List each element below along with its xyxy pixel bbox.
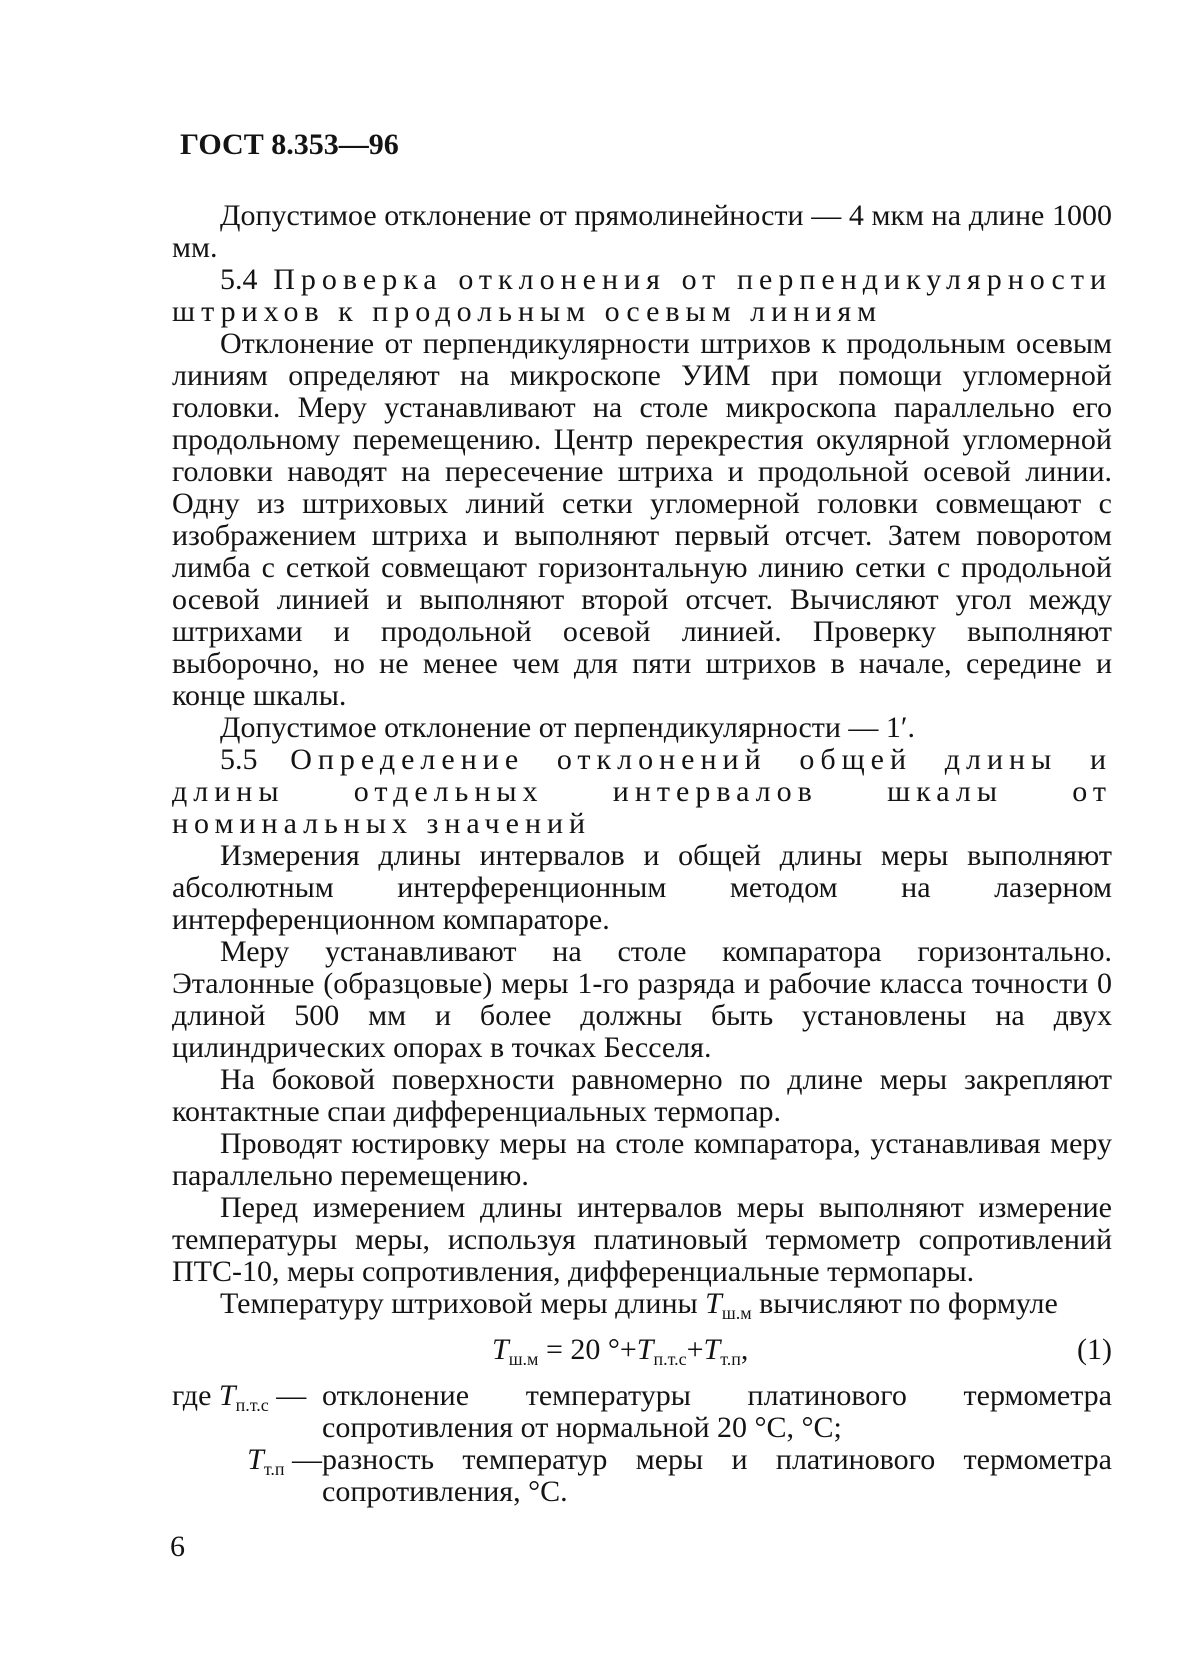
section-number: 5.5 <box>220 743 258 776</box>
subscript: т.п <box>263 1459 285 1479</box>
formula-plus: + <box>686 1333 704 1366</box>
subscript: ш.м <box>721 1303 752 1323</box>
paragraph-perpendicularity-method: Отклонение от перпендикулярности штрихов к продольным осевым линиям определяют на микроскопе УИМ при помощи угломерной головки. Меру устанавливают на столе микроскопа параллельно его продольному перемещению. Центр перекрестия окулярной угломерной головки наводят на пересечение штриха и продольной осевой линии. Одну из штриховых линий сетки угломерной головки совмещают с изображением штриха и выполняют первый отсчет. Затем поворотом лимба с сеткой совмещают горизонтальную линию сетки с продольной осевой линией и выполняют второй отсчет. Вычисляют угол между штрихами и продольной осевой линией. Проверку выполняют выборочно, но не менее чем для пяти штрихов в начале, середине и конце шкалы. <box>172 327 1112 712</box>
section-heading-5-5 <box>172 744 1112 840</box>
section-number: 5.4 <box>220 263 258 296</box>
where-row <box>172 1444 1112 1508</box>
paragraph-formula-intro <box>172 1287 1112 1323</box>
subscript: п.т.с <box>653 1349 687 1369</box>
where-block <box>172 1380 1112 1508</box>
section-title: Определение отклонений общей длины и длины отдельных интервалов шкалы от номинальных значений <box>172 743 1113 840</box>
paragraph-perpendicularity-tolerance: Допустимое отклонение от перпендикулярности — 1′. <box>220 711 915 744</box>
document-body <box>172 200 1112 1508</box>
where-description: отклонение температуры платинового термометра сопротивления от нормальной 20 °С, °С; <box>322 1379 1112 1444</box>
symbol-t: T <box>703 1333 721 1366</box>
where-description: разность температур меры и платинового термометра сопротивления, °С. <box>322 1443 1112 1508</box>
symbol-t: T <box>247 1443 264 1476</box>
symbol-t: T <box>492 1333 509 1366</box>
formula-number: (1) <box>1077 1333 1112 1366</box>
paragraph-temperature-measurement: Перед измерением длины интервалов меры выполняют измерение температуры меры, используя платиновый термометр сопротивлений ПТС-10, меры сопротивления, дифференциальные термопары. <box>172 1191 1112 1288</box>
where-dash: — <box>268 1379 307 1412</box>
page-number: 6 <box>170 1530 185 1563</box>
symbol-t: T <box>636 1333 654 1366</box>
symbol-t: T <box>218 1379 236 1412</box>
paragraph-interference-method: Измерения длины интервалов и общей длины меры выполняют абсолютным интерференционным методом на лазерном интерференционном компараторе. <box>172 839 1112 936</box>
section-title: Проверка отклонения от перпендикулярности штрихов к продольным осевым линиям <box>172 263 1112 328</box>
paragraph-thermocouples: На боковой поверхности равномерно по длине меры закрепляют контактные спаи дифференциальных термопар. <box>172 1063 1112 1128</box>
document-header: ГОСТ 8.353—96 <box>180 128 399 161</box>
symbol-t: T <box>705 1287 722 1320</box>
subscript: п.т.с <box>235 1395 269 1415</box>
where-label: где <box>172 1379 212 1412</box>
subscript: т.п <box>720 1349 741 1369</box>
formula-1 <box>172 1326 1112 1372</box>
formula-comma: , <box>740 1333 749 1366</box>
formula-equals: = 20 °+ <box>538 1333 637 1366</box>
paragraph-alignment: Проводят юстировку меры на столе компаратора, устанавливая меру параллельно перемещению. <box>172 1127 1112 1192</box>
section-heading-5-4 <box>172 264 1112 328</box>
where-row <box>172 1380 1112 1444</box>
formula-intro-tail: вычисляют по формуле <box>759 1287 1058 1320</box>
paragraph-mounting: Меру устанавливают на столе компаратора горизонтально. Эталонные (образцовые) меры 1-го разряда и рабочие класса точности 0 длиной 500 мм и более должны быть установлены на двух цилиндрических опорах в точках Бесселя. <box>172 935 1112 1064</box>
formula-intro-text: Температуру штриховой меры длины <box>220 1287 698 1320</box>
subscript: ш.м <box>508 1349 539 1369</box>
where-dash: — <box>284 1443 322 1476</box>
paragraph-straightness-tolerance: Допустимое отклонение от прямолинейности — 4 мкм на длине 1000 мм. <box>172 199 1112 264</box>
formula-expression <box>492 1333 749 1369</box>
where-term <box>172 1443 322 1479</box>
where-term <box>172 1379 322 1415</box>
